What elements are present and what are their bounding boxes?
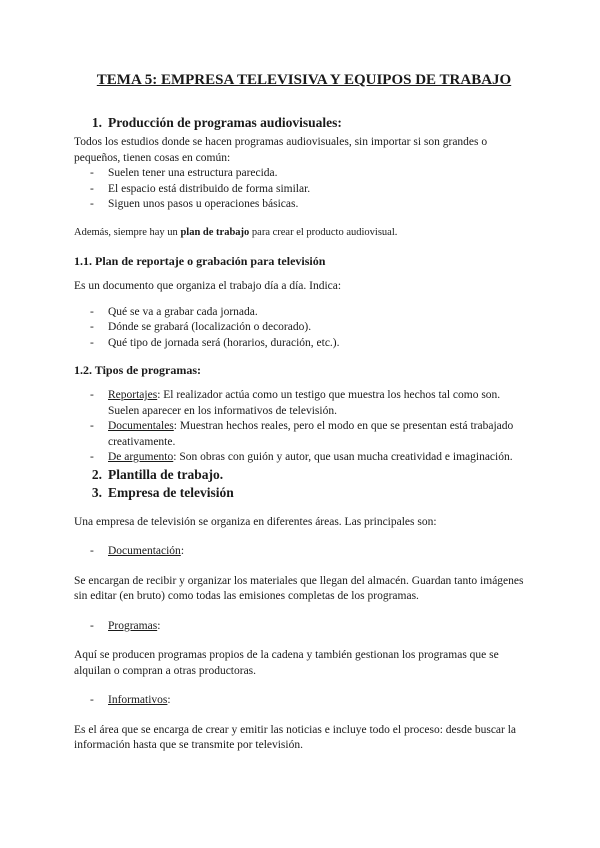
list-item: - Dónde se grabará (localización o decorado). xyxy=(90,321,312,333)
area-documentacion xyxy=(74,544,534,560)
section-1-intro: Todos los estudios donde se hacen programas audiovisuales, sin importar si son grandes o pequeños, tienen cosas en común: xyxy=(74,136,488,164)
section-3-intro: Una empresa de televisión se organiza en diferentes áreas. Las principales son: xyxy=(74,515,437,528)
work-plan-sentence: Además, siempre hay un plan de trabajo para crear el producto audiovisual. xyxy=(74,226,398,238)
plan-contents-list xyxy=(74,305,534,352)
area-programas xyxy=(74,619,534,635)
list-item: - De argumento: Son obras con guión y autor, que usan mucha creatividad e imaginación. xyxy=(90,451,513,463)
area-informativos-text: Es el área que se encarga de crear y emitir las noticias e incluye todo el proceso: desde buscar la información hasta que se transmite por televisión. xyxy=(74,723,517,751)
list-item: - Programas: xyxy=(90,619,161,632)
list-item: - Informativos: xyxy=(90,694,171,706)
list-item: - Suelen tener una estructura parecida. xyxy=(90,167,278,179)
section-1-2-heading: 1.2. Tipos de programas: xyxy=(74,363,202,377)
list-item: - El espacio está distribuido de forma similar. xyxy=(90,182,311,195)
document-page xyxy=(74,72,534,754)
section-number: 1. xyxy=(91,115,102,130)
section-title: Producción de programas audiovisuales: xyxy=(108,115,342,130)
list-item: - Documentales: Muestran hechos reales, pero el modo en que se presentan está trabajado creativamente. xyxy=(90,420,514,448)
section-1-1-heading: 1.1. Plan de reportaje o grabación para televisión xyxy=(74,254,326,268)
area-documentacion-text: Se encargan de recibir y organizar los materiales que llegan del almacén. Guardan tanto imágenes sin editar (en bruto) como todas las emisiones completas de los programas. xyxy=(74,574,524,602)
section-1-heading xyxy=(74,115,534,131)
list-item: - Siguen unos pasos u operaciones básicas. xyxy=(90,198,299,210)
area-programas-text: Aquí se producen programas propios de la cadena y también gestionan los programas que se alquilan o compran a otras productoras. xyxy=(74,649,499,677)
section-2-heading: 2. Plantilla de trabajo. xyxy=(91,466,224,482)
program-types-list xyxy=(74,388,534,466)
list-item: - Reportajes: El realizador actúa como un testigo que muestra los hechos tal como son. Suelen aparecer en los informativos de televisión. xyxy=(90,389,501,417)
page-title: TEMA 5: EMPRESA TELEVISIVA Y EQUIPOS DE TRABAJO xyxy=(96,72,512,88)
section-3-heading: 3. Empresa de televisión xyxy=(91,484,234,500)
area-informativos xyxy=(74,693,534,709)
section-1-1-intro: Es un documento que organiza el trabajo día a día. Indica: xyxy=(74,280,342,292)
list-item: - Qué se va a grabar cada jornada. xyxy=(90,305,258,318)
common-features-list xyxy=(74,166,534,213)
list-item: - Qué tipo de jornada será (horarios, duración, etc.). xyxy=(90,336,340,349)
list-item: - Documentación: xyxy=(90,545,185,557)
